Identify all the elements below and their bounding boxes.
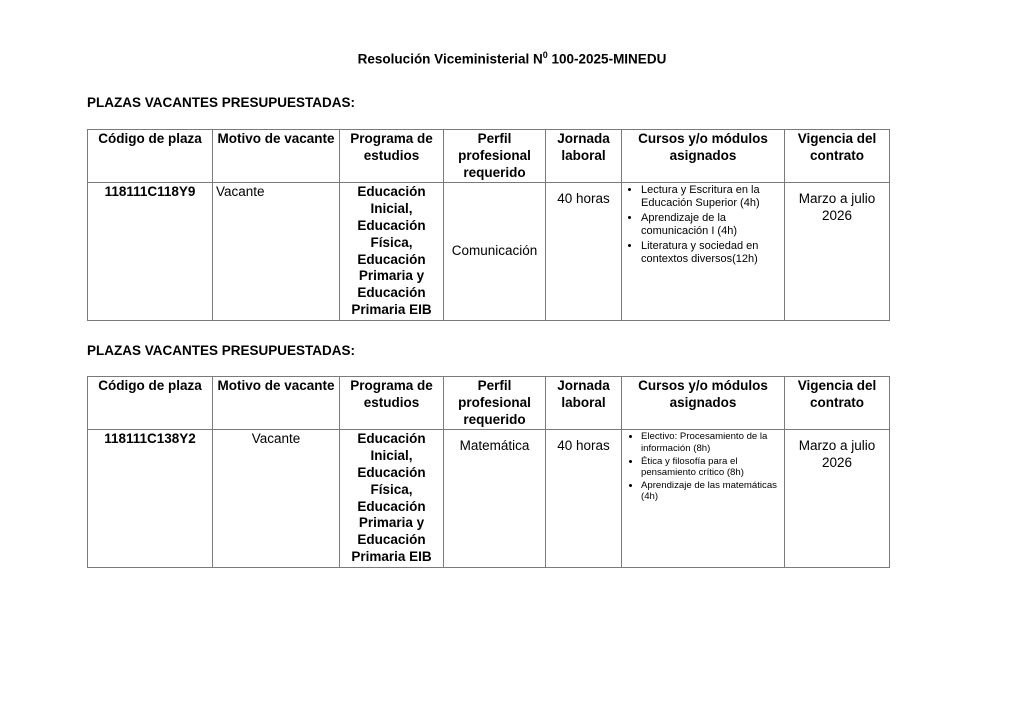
table-header-row [88,130,890,183]
vacancies-table-1 [87,129,890,321]
header-programa: Programa de estudios [340,130,444,183]
cursos-list [625,431,781,503]
section-2-title: PLAZAS VACANTES PRESUPUESTADAS: [87,343,356,358]
cell-codigo: 118111C138Y2 [88,430,213,567]
table-header-row [88,377,890,430]
section-1-title: PLAZAS VACANTES PRESUPUESTADAS: [87,95,356,110]
title-suffix: 100-2025-MINEDU [547,51,667,67]
header-cursos: Cursos y/o módulos asignados [622,130,785,183]
header-cursos: Cursos y/o módulos asignados [622,377,785,430]
header-codigo: Código de plaza [88,377,213,430]
list-item: • Aprendizaje de la comunicación I (4h) [641,212,781,238]
header-codigo: Código de plaza [88,130,213,183]
header-jornada: Jornada laboral [546,377,622,430]
header-jornada: Jornada laboral [546,130,622,183]
list-item: • Ética y filosofía para el pensamiento crítico (8h) [641,456,781,479]
document-title [0,50,1024,67]
list-item: • Aprendizaje de las matemáticas (4h) [641,480,781,503]
cell-cursos [622,430,785,567]
cell-vigencia: Marzo a julio 2026 [785,183,890,320]
vacancies-table-2 [87,376,890,568]
list-item: • Literatura y sociedad en contextos diversos(12h) [641,240,781,266]
header-vigencia: Vigencia del contrato [785,377,890,430]
list-item: • Electivo: Procesamiento de la información (8h) [641,431,781,454]
header-perfil: Perfil profesional requerido [444,130,546,183]
title-prefix: Resolución Viceministerial N [357,51,543,67]
header-motivo: Motivo de vacante [213,130,340,183]
table-row [88,430,890,567]
header-programa: Programa de estudios [340,377,444,430]
cell-programa: Educación Inicial, Educación Física, Educación Primaria y Educación Primaria EIB [340,183,444,320]
cell-perfil: Matemática [444,430,546,567]
cell-perfil: Comunicación [444,183,546,320]
cursos-list [625,184,781,266]
header-motivo: Motivo de vacante [213,377,340,430]
cell-cursos [622,183,785,320]
cell-vigencia: Marzo a julio 2026 [785,430,890,567]
cell-programa: Educación Inicial, Educación Física, Educación Primaria y Educación Primaria EIB [340,430,444,567]
cell-jornada: 40 horas [546,183,622,320]
header-vigencia: Vigencia del contrato [785,130,890,183]
cell-motivo: Vacante [213,183,340,320]
list-item: • Lectura y Escritura en la Educación Superior (4h) [641,184,781,210]
title-superscript: 0 [542,50,548,60]
table-row [88,183,890,320]
cell-motivo: Vacante [213,430,340,567]
cell-codigo: 118111C118Y9 [88,183,213,320]
cell-jornada: 40 horas [546,430,622,567]
header-perfil: Perfil profesional requerido [444,377,546,430]
